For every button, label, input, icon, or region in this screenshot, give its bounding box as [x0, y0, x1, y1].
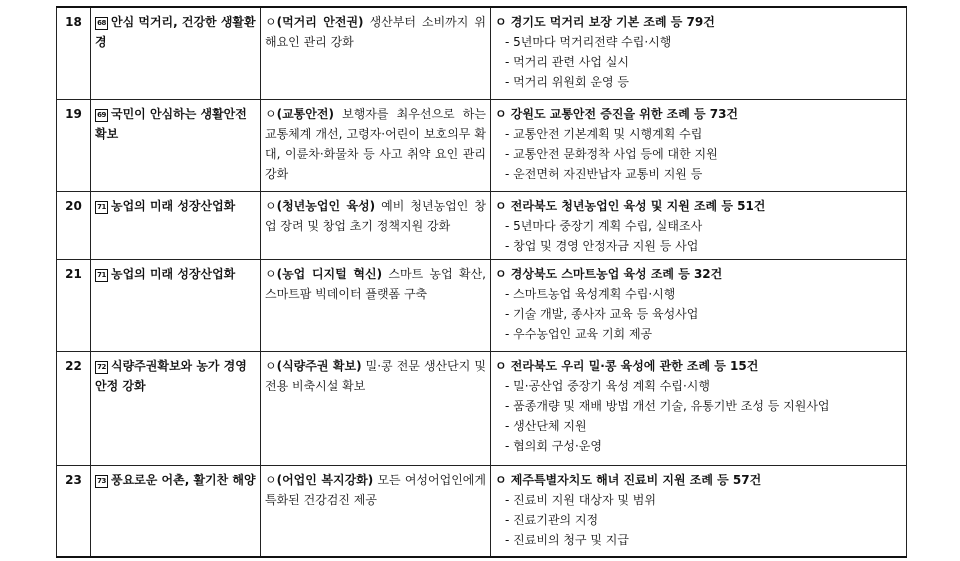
ordinance-item-text: 5년마다 먹거리전략 수립·시행 [513, 35, 672, 49]
ordinance-item [495, 72, 902, 92]
topic-cell [91, 351, 261, 465]
ordinance-item-text: 교통안전 기본계획 및 시행계획 수립 [513, 126, 703, 141]
task-cell [261, 351, 491, 465]
ordinance-item [495, 236, 902, 256]
ordinance-item-text: 진료기관의 지정 [513, 512, 599, 527]
task-heading: (농업 디지털 혁신) [276, 266, 383, 281]
ordinance-item-text: 먹거리 관련 사업 실시 [513, 55, 629, 69]
ordinance-cell [491, 259, 907, 351]
item-dash: - [505, 126, 510, 141]
topic-text: 농업의 미래 성장산업화 [111, 198, 236, 213]
topic-text: 안심 먹거리, 건강한 생활환경 [95, 15, 256, 49]
task-cell [261, 99, 491, 191]
item-dash: - [505, 378, 510, 393]
task-body: 모든 여성어업인에게 특화된 건강검진 제공 [265, 472, 486, 507]
task-heading: (교통안전) [276, 106, 334, 121]
ordinance-summary [495, 264, 902, 284]
task-code-badge: 69 [95, 109, 108, 122]
ordinance-title: 경기도 먹거리 보장 기본 조례 등 79건 [510, 15, 715, 29]
item-dash: - [505, 438, 510, 453]
ordinance-item-text: 협의회 구성·운영 [513, 438, 602, 453]
ordinance-item-text: 우수농업인 교육 기회 제공 [513, 326, 653, 341]
item-dash: - [505, 492, 510, 507]
ordinance-item [495, 144, 902, 164]
topic-text: 풍요로운 어촌, 활기찬 해양 [111, 472, 256, 487]
item-dash: - [505, 398, 510, 413]
ordinance-cell [491, 99, 907, 191]
topic-cell [91, 191, 261, 259]
item-dash: - [505, 146, 510, 161]
task-cell [261, 191, 491, 259]
ordinance-bullet: ㅇ [495, 106, 507, 121]
task-bullet: ㅇ [265, 472, 277, 487]
ordinance-item-text: 진료비의 청구 및 지급 [513, 532, 629, 547]
table-row [57, 191, 907, 259]
ordinance-item [495, 376, 902, 396]
row-number: 20 [57, 191, 91, 259]
ordinance-item-text: 먹거리 위원회 운영 등 [513, 75, 629, 89]
ordinance-item [495, 124, 902, 144]
ordinance-item [495, 396, 902, 416]
task-cell [261, 7, 491, 99]
item-dash: - [505, 238, 510, 253]
ordinance-title: 전라북도 청년농업인 육성 및 지원 조례 등 51건 [510, 198, 766, 213]
ordinance-item-text: 창업 및 경영 안정자금 지원 등 사업 [513, 238, 699, 253]
task-body: 보행자를 최우선으로 하는 교통체계 개선, 고령자·어린이 보호의무 확대, 이륜차·화물차 등 사고 취약 요인 관리 강화 [265, 106, 486, 181]
ordinance-item-text: 진료비 지원 대상자 및 범위 [513, 492, 656, 507]
item-dash: - [505, 55, 510, 69]
ordinance-title: 제주특별자치도 해녀 진료비 지원 조례 등 57건 [510, 472, 762, 487]
ordinance-item-text: 생산단체 지원 [513, 418, 587, 433]
ordinance-summary [495, 356, 902, 376]
task-bullet: ㅇ [265, 15, 277, 29]
ordinance-item-text: 품종개량 및 재배 방법 개선 기술, 유통기반 조성 등 지원사업 [513, 398, 830, 413]
table-row [57, 7, 907, 99]
item-dash: - [505, 286, 510, 301]
topic-text: 식량주권확보와 농가 경영 안정 강화 [95, 358, 247, 393]
table-row [57, 259, 907, 351]
task-body: 스마트 농업 확산, 스마트팜 빅데이터 플랫폼 구축 [265, 266, 486, 301]
ordinance-cell [491, 191, 907, 259]
item-dash: - [505, 218, 510, 233]
task-bullet: ㅇ [265, 198, 277, 213]
ordinance-item [495, 32, 902, 52]
ordinance-summary [495, 104, 902, 124]
ordinance-item-text: 5년마다 중장기 계획 수립, 실태조사 [513, 218, 703, 233]
item-dash: - [505, 75, 510, 89]
task-heading: (식량주권 확보) [276, 358, 362, 373]
task-code-badge: 73 [95, 475, 108, 488]
task-heading: (어업인 복지강화) [276, 472, 374, 487]
row-number: 23 [57, 465, 91, 557]
ordinance-item [495, 530, 902, 550]
ordinance-item-text: 밀·공산업 중장기 육성 계획 수립·시행 [513, 378, 710, 393]
ordinance-cell [491, 351, 907, 465]
task-heading: (청년농업인 육성) [276, 198, 376, 213]
item-dash: - [505, 326, 510, 341]
ordinance-title: 경상북도 스마트농업 육성 조례 등 32건 [510, 266, 723, 281]
ordinance-item [495, 164, 902, 184]
ordinance-item [495, 52, 902, 72]
ordinance-item [495, 284, 902, 304]
row-number: 19 [57, 99, 91, 191]
ordinance-item [495, 510, 902, 530]
table-row [57, 465, 907, 557]
ordinance-item-text: 기술 개발, 종사자 교육 등 육성사업 [513, 306, 699, 321]
ordinance-item-text: 스마트농업 육성계획 수립·시행 [513, 286, 676, 301]
task-code-badge: 72 [95, 361, 108, 374]
item-dash: - [505, 532, 510, 547]
ordinance-summary [495, 470, 902, 490]
task-bullet: ㅇ [265, 266, 277, 281]
topic-cell [91, 99, 261, 191]
ordinance-bullet: ㅇ [495, 15, 507, 29]
task-body: 밀·콩 전문 생산단지 및 전용 비축시설 확보 [265, 358, 486, 393]
ordinance-summary [495, 12, 902, 32]
policy-ordinance-table [56, 6, 907, 558]
topic-cell [91, 259, 261, 351]
task-heading: (먹거리 안전권) [276, 15, 364, 29]
task-body: 예비 청년농업인 창업 장려 및 창업 초기 정책지원 강화 [265, 198, 486, 233]
ordinance-bullet: ㅇ [495, 198, 507, 213]
task-cell [261, 465, 491, 557]
ordinance-bullet: ㅇ [495, 266, 507, 281]
ordinance-cell [491, 465, 907, 557]
ordinance-item [495, 436, 902, 456]
ordinance-item [495, 304, 902, 324]
ordinance-bullet: ㅇ [495, 472, 507, 487]
ordinance-bullet: ㅇ [495, 358, 507, 373]
task-body: 생산부터 소비까지 위해요인 관리 강화 [265, 15, 486, 49]
task-code-badge: 68 [95, 17, 108, 30]
task-bullet: ㅇ [265, 358, 277, 373]
ordinance-cell [491, 7, 907, 99]
item-dash: - [505, 306, 510, 321]
item-dash: - [505, 512, 510, 527]
item-dash: - [505, 418, 510, 433]
row-number: 21 [57, 259, 91, 351]
ordinance-item-text: 운전면허 자진반납자 교통비 지원 등 [513, 166, 703, 181]
task-bullet: ㅇ [265, 106, 277, 121]
topic-text: 농업의 미래 성장산업화 [111, 266, 236, 281]
ordinance-title: 전라북도 우리 밀·콩 육성에 관한 조례 등 15건 [510, 358, 759, 373]
item-dash: - [505, 35, 510, 49]
ordinance-summary [495, 196, 902, 216]
ordinance-item [495, 216, 902, 236]
task-cell [261, 259, 491, 351]
ordinance-item [495, 416, 902, 436]
topic-cell [91, 465, 261, 557]
ordinance-title: 강원도 교통안전 증진을 위한 조례 등 73건 [510, 106, 739, 121]
topic-cell [91, 7, 261, 99]
table-row [57, 351, 907, 465]
ordinance-item [495, 490, 902, 510]
row-number: 18 [57, 7, 91, 99]
table-row [57, 99, 907, 191]
task-code-badge: 71 [95, 269, 108, 282]
row-number: 22 [57, 351, 91, 465]
item-dash: - [505, 166, 510, 181]
task-code-badge: 71 [95, 201, 108, 214]
topic-text: 국민이 안심하는 생활안전 확보 [95, 106, 247, 141]
ordinance-item-text: 교통안전 문화정착 사업 등에 대한 지원 [513, 146, 718, 161]
ordinance-item [495, 324, 902, 344]
